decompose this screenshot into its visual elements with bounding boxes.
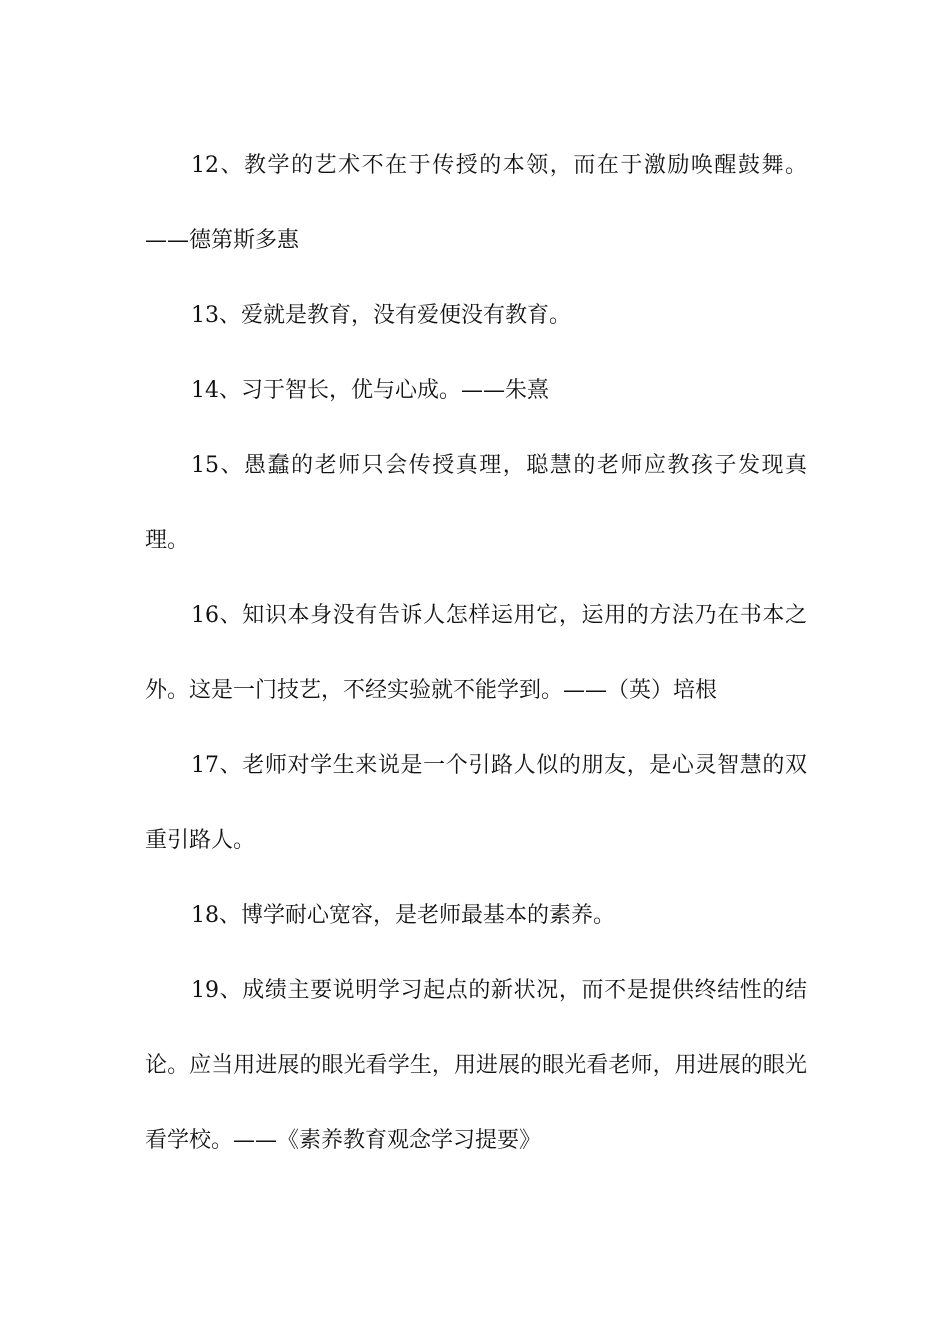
quote-paragraph-12: 12、教学的艺术不在于传授的本领，而在于激励唤醒鼓舞。——德第斯多惠 — [145, 153, 807, 253]
quote-paragraph-19: 19、成绩主要说明学习起点的新状况，而不是提供终结性的结论。应当用进展的眼光看学生，用进展的眼光看老师，用进展的眼光看学校。——《素养教育观念学习提要》 — [145, 978, 807, 1153]
quote-paragraph-13: 13、爱就是教育，没有爱便没有教育。 — [191, 303, 571, 328]
quote-paragraph-14: 14、习于智长，优与心成。——朱熹 — [191, 378, 549, 403]
quote-paragraph-17: 17、老师对学生来说是一个引路人似的朋友，是心灵智慧的双重引路人。 — [145, 753, 807, 853]
quote-paragraph-18: 18、博学耐心宽容，是老师最基本的素养。 — [191, 903, 615, 928]
document-body — [145, 128, 807, 1178]
quote-paragraph-16: 16、知识本身没有告诉人怎样运用它，运用的方法乃在书本之外。这是一门技艺，不经实验就不能学到。——（英）培根 — [145, 603, 807, 703]
quote-paragraph-15: 15、愚蠢的老师只会传授真理，聪慧的老师应教孩子发现真理。 — [145, 453, 807, 553]
